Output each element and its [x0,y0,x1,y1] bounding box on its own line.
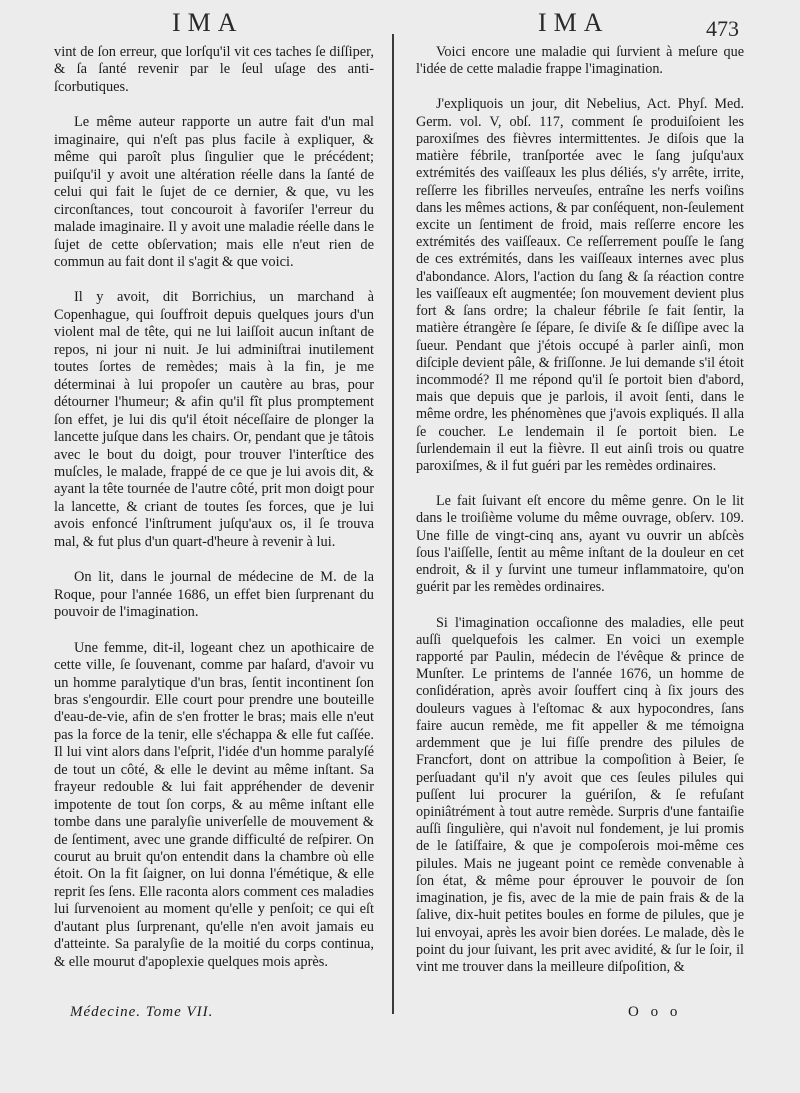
paragraph: Voici encore une maladie qui ſurvient à meſure que l'idée de cette maladie frappe l'imagination. [416,44,744,78]
paragraph: Le fait ſuivant eſt encore du même genre. On le lit dans le troiſième volume du même ouvrage, obſerv. 109. Une fille de vingt-cinq ans, ayant vu ouvrir un abſcès ſous l'aiſſelle, ſentit au même inſtant de la douleur en cet endroit, & il y ſurvint une tumeur inflammatoire, qu'on guérit par les remèdes ordinaires. [416,493,744,596]
gathering-signature: O o o [628,1004,682,1020]
paragraph: Le même auteur rapporte un autre fait d'un mal imaginaire, qui n'eſt pas plus facile à expliquer, & même qui paroît plus ſingulier que le précédent; puiſqu'il y avoit une altération réelle dans la ſanté de celui qui fait le ſujet de ce dernier, & que, vu les circonſtances, tout concouroit à favoriſer l'erreur du malade imaginaire. Il y avoit une maladie réelle dans le ſujet de cette obſervation; mais elle n'eut rien de commun au fait dont il s'agit & que voici. [54,114,374,270]
right-column [416,44,744,976]
paragraph: Si l'imagination occaſionne des maladies, elle peut auſſi quelquefois les calmer. En voici un exemple rapporté par Paulin, médecin de l'évêque & prince de Munſter. Le printems de l'année 1676, un homme de conſidération, après avoir ſouffert cinq à ſix jours des douleurs vagues à l'eſtomac & aux hypocondres, ſans faire aucun remède, me fit appeller & me témoigna ardemment que je lui fiſſe prendre des pilules de Francfort, dont on attribue la compoſition à Beier, ſe perſuadant qu'il n'y avoit que ces ſeules pilules qui puſſent lui procurer la guériſon, & ſe refuſant opiniâtrément à tout autre remède. Surpris d'une fantaiſie auſſi ſingulière, qui n'avoit nul fondement, je lui promis de le ſatiſfaire, & que je compoſerois moi-même ces pilules. Mais ne jugeant point ce remède convenable à ſon état, & même pour éprouver le pouvoir de ſon imagination, je fis, avec de la mie de pain frais & de la ſalive, dix-huit petites boules en forme de pilules, que je lui envoyai, après les avoir bien dorées. Le malade, dès le point du jour ſuivant, les prit avec avidité, & ſur le ſoir, il vint me trouver dans la meilleure diſpoſition, & [416,614,744,975]
paragraph: On lit, dans le journal de médecine de M. de la Roque, pour l'année 1686, un effet bien ſurprenant du pouvoir de l'imagination. [54,569,374,621]
paragraph: Il y avoit, dit Borrichius, un marchand à Copenhague, qui ſouffroit depuis quelques jours d'un violent mal de tête, qui ne lui laiſſoit aucun inſtant de repos, ni jour ni nuit. Je lui adminiſtrai inutilement toutes ſortes de remèdes; mais à la fin, je me déterminai à lui propoſer un cautère au bras, pour détourner l'humeur; & afin qu'il fît plus promptement ſon effet, je lui dis qu'il étoit néceſſaire de plonger la lancette juſque dans les chairs. Or, pendant que je tâtois avec le bout du doigt, pour trouver l'interſtice des muſcles, le malade, frappé de ce que je lui avois dit, & ayant la tête tournée de l'autre côté, prit mon doigt pour la lancette, & criant de toutes ſes forces, que je lui avois enfoncé l'inſtrument juſqu'aux os, il ſe trouva mal, & fut plus d'un quart-d'heure à revenir à lui. [54,289,374,550]
paragraph: J'expliquois un jour, dit Nebelius, Act. Phyſ. Med. Germ. vol. V, obſ. 117, comment ſe produiſoient les paroxiſmes des fièvres intermittentes. Je diſois que la matière fébrile, tranſportée avec le ſang juſqu'aux extrémités des vaiſſeaux les plus déliés, s'y arrête, irrite, reſſerre les fibrilles nerveuſes, entraîne les nerfs voiſins dans les mêmes actions, & par conſéquent, non-ſeulement excite un ſentiment de froid, mais reſſerre encore les extrémités des vaiſſeaux. Ce reſſerrement pouſſe le ſang de ces extrémités, dans les vaiſſeaux internes avec plus d'abondance. Alors, l'action du ſang & ſa réaction contre les vaiſſeaux eſt augmentée; ſon mouvement devient plus fort & ſans ordre; la chaleur fébrile ſe fait ſentir, la matière étrangère ſe ſépare, ſe diviſe & ſe diſſipe avec la ſueur. Pendant que j'étois occupé à parler ainſi, mon diſciple devient pâle, & friſſonne. Je lui demande s'il étoit incommodé? Il me répond qu'il ſe portoit bien d'abord, mais que depuis que je parlois, il avoit ſenti, dans le même ordre, les phénomènes que j'avois expliqués. Il alla ſe coucher. Le lendemain il ſe portoit bien. Le ſurlendemain il eut la fièvre. Il eut ainſi trois ou quatre paroxiſmes, & il fut guéri par les remèdes ordinaires. [416,96,744,475]
running-head-right: IMA [538,8,610,37]
paragraph: Une femme, dit-il, logeant chez un apothicaire de cette ville, ſe ſouvenant, comme par haſard, d'avoir vu un homme paralytique d'un bras, ſentit incontinent ſon bras s'engourdir. Elle court pour prendre une bouteille d'eau-de-vie, afin de s'en frotter le bras; mais elle n'eut pas la force de la tenir, elle s'échappa & elle fut caſſée. Il lui vint alors dans l'eſprit, l'idée d'un homme paralyſé de tout un côté, & elle le devint au même inſtant. Sa frayeur redouble & lui fait appréhender de devenir impotente de tout ſon corps, & au même inſtant elle tombe dans une paralyſie univerſelle de mouvement & de ſentiment, avec une grande difficulté de reſpirer. On courut au bruit qu'on entendit dans la chambre où elle étoit. On la fit ſaigner, on lui donna l'émétique, & elle reprit ſes ſens. Elle raconta alors comment ces maladies lui ſurvenoient au moment qu'elle y penſoit; ce qui eſt d'autant plus ſurprenant, qu'elle n'en avoit jamais eu d'atteinte. Sa paralyſie de la moitié du corps continua, & elle mourut d'apoplexie quelques mois après. [54,639,374,970]
left-column [54,44,374,971]
page-number: 473 [706,16,739,41]
paragraph: vint de ſon erreur, que lorſqu'il vit ces taches ſe diſſiper, & ſa ſanté revenir par le ſeul uſage des anti-ſcorbutiques. [54,44,374,95]
column-divider [392,34,394,1014]
signature-line: Médecine. Tome VII. [70,1004,214,1020]
running-head-left: IMA [172,8,244,37]
